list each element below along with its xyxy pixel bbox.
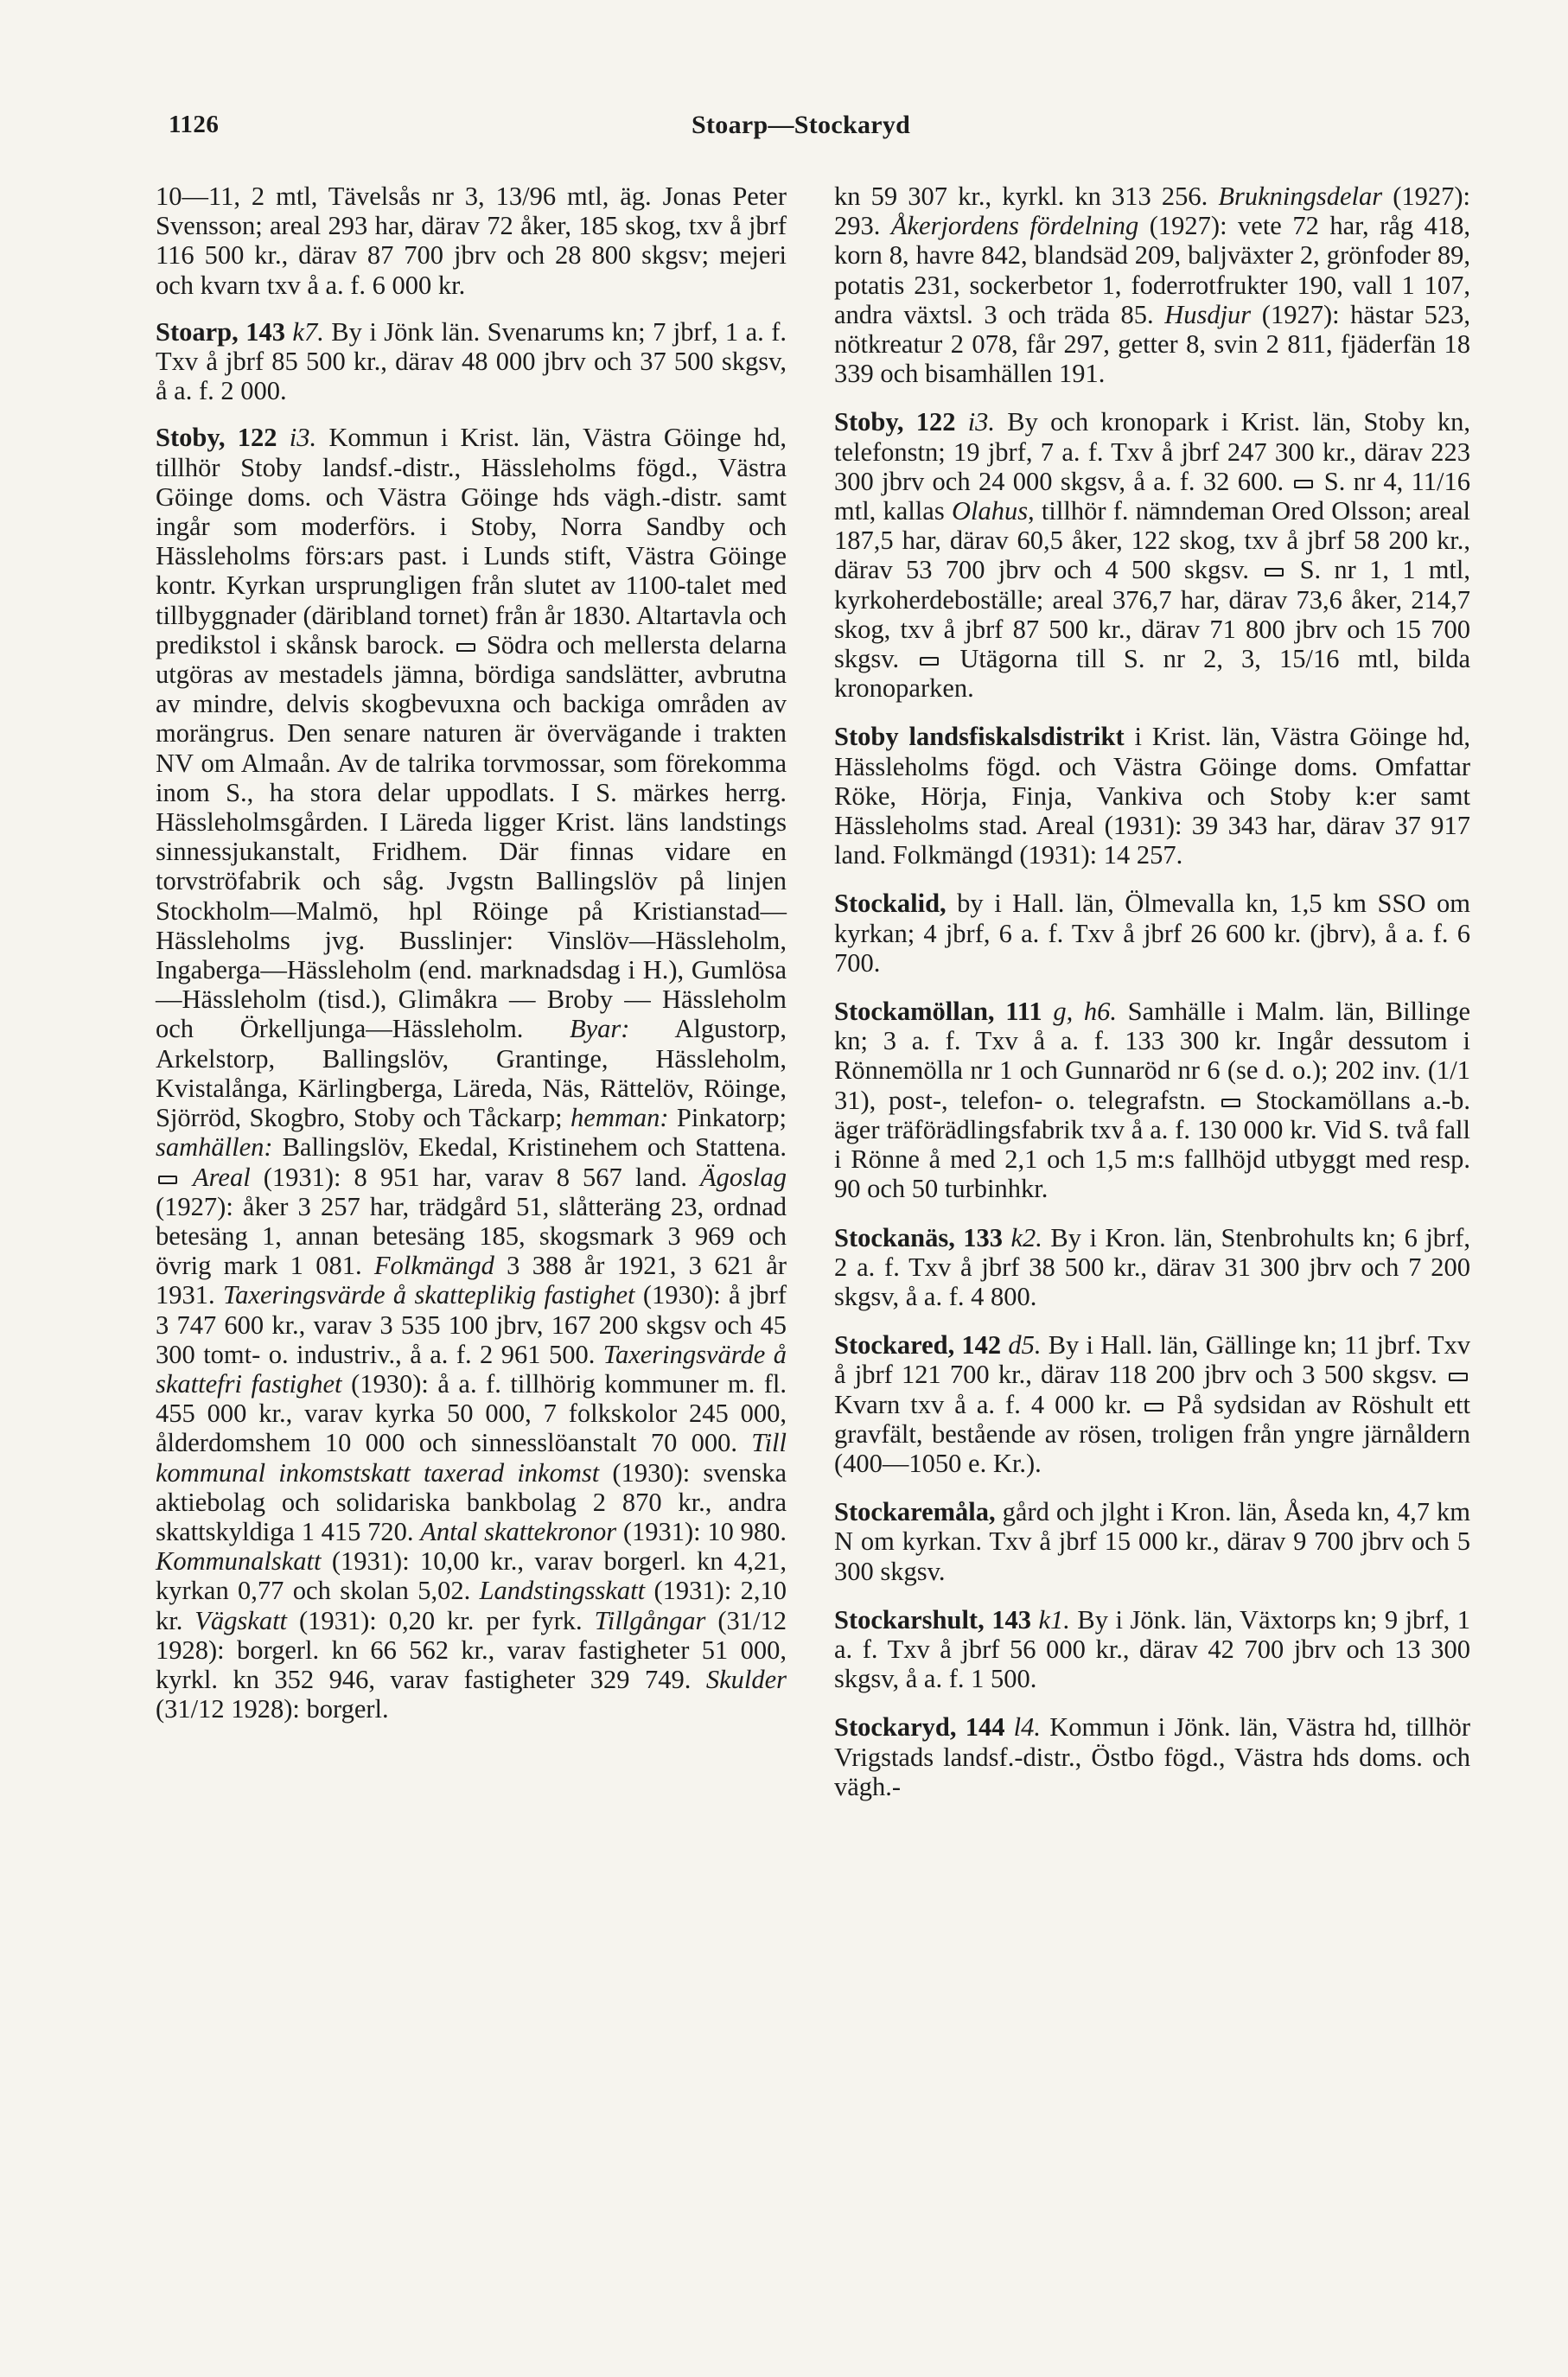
italic-term: Husdjur [1164, 299, 1252, 329]
italic-term: Ägoslag [700, 1162, 787, 1192]
entry-text: (1930): svenska aktiebolag och solidariska bankbolag 2 870 kr., andra skattskyldiga 1 415 720. [156, 1457, 787, 1546]
entry-text: (1930): å jbrf 3 747 600 kr., varav 3 535 100 jbrv, 167 200 skgsv och 45 300 tomt- o. industriv., å a. f. 2 961 500. [156, 1280, 787, 1369]
italic-term: Areal [193, 1162, 251, 1192]
entry-text: På sydsidan av Röshult ett gravfält, bestående av rösen, troligen från yngre järnåldern (400—1050 e. Kr.). [834, 1389, 1470, 1478]
entry-text: (1931): 10,00 kr., varav borgerl. kn 4,21, kyrkan 0,77 och skolan 5,02. [156, 1546, 787, 1606]
italic-term: Antal skattekronor [420, 1516, 617, 1546]
page-number: 1126 [169, 111, 220, 138]
entry-text: (1931): 8 951 har, varav 8 567 land. [250, 1162, 701, 1192]
map-reference: g, h6. [1053, 997, 1117, 1027]
entry-headword: Stoby, 122 [834, 407, 968, 437]
section-separator-icon [456, 643, 475, 652]
dictionary-entry [834, 1497, 1470, 1586]
dictionary-entry [834, 722, 1470, 870]
italic-term: Landstingsskatt [479, 1576, 646, 1606]
entry-text: (31/12 1928): borgerl. kn 66 562 kr., varav fastigheter 51 000, kyrkl. kn 352 946, varav fastigheter 329 749. [156, 1605, 787, 1694]
entry-text: (1927): vete 72 har, råg 418, korn 8, havre 842, blandsäd 209, baljväxter 2, grönfoder 89, potatis 231, sockerbetor 1, foderrotfrukter 190, vall 1 107, andra växtsl. 3 och träda 85. [834, 211, 1470, 329]
entry-headword: Stoby, 122 [156, 423, 290, 453]
entry-text: Kvarn txv å a. f. 4 000 kr. [834, 1389, 1143, 1419]
dictionary-entry [834, 182, 1470, 388]
entry-text: Samhälle i Malm. län, Billinge kn; 3 a. f. Txv å a. f. 133 300 kr. Ingår dessutom i Rönnemölla nr 1 och Gunnaröd nr 6 (se d. o.); 202 inv. (1/1 31), post-, telefon- o. telegrafstn. [834, 997, 1471, 1115]
map-reference: d5. [1008, 1330, 1042, 1361]
entry-text: kn 59 307 kr., kyrkl. kn 313 256. [834, 182, 1219, 211]
entry-text: (31/12 1928): borgerl. [156, 1694, 389, 1724]
entry-text: Södra och mellersta delarna utgöras av mestadels jämna, bördiga sandslätter, avbrutna av mindre, delvis skogbevuxna och backiga områden av morängrus. Den senare naturen är övervägande i trakten NV om Almaån. Av de talrika torvmossar, som förekomma inom S., ha stora delar uppodlats. I S. märkes herrg. Hässleholmsgården. I Läreda ligger Krist. läns landstings sinnessjukanstalt, Fridhem. Där finnas vidare en torvströfabrik och såg. Jvgstn Ballingslöv på linjen Stockholm—Malmö, hpl Röinge på Kristianstad—Hässleholms jvg. Busslinjer: Vinslöv—Hässleholm, Ingaberga—Hässleholm (end. marknadsdag i H.), Gumlösa—Hässleholm (tisd.), Glimåkra — Broby — Hässleholm och Örkelljunga—Hässleholm. [156, 629, 787, 1044]
entry-text: By i Hall. län, Gällinge kn; 11 jbrf. Txv å jbrf 121 700 kr., därav 118 200 jbrv och 3 500 skgsv. [834, 1330, 1471, 1390]
running-head: Stoarp—Stockaryd [692, 111, 911, 139]
entry-text: Kommun i Krist. län, Västra Göinge hd, tillhör Stoby landsf.-distr., Hässleholms fögd., Västra Göinge doms. och Västra Göinge hds vägh.-distr. samt ingår som moderförs. i Stoby, Norra Sandby och Hässleholms förs:ars past. i Lunds stift, Västra Göinge kontr. Kyrkan ursprungligen från slutet av 1100-talet med tillbyggnader (däribland tornet) från år 1830. Altartavla och predikstol i skånsk barock. [156, 423, 787, 660]
italic-term: Brukningsdelar [1218, 182, 1383, 211]
section-separator-icon [1449, 1373, 1468, 1381]
entry-text: By i Jönk län. Svenarums kn; 7 jbrf, 1 a. f. Txv å jbrf 85 500 kr., därav 48 000 jbrv och 37 500 skgsv, å a. f. 2 000. [156, 316, 787, 406]
map-reference: k7. [292, 316, 324, 347]
left-column [156, 182, 787, 1741]
entry-text: Ballingslöv, Ekedal, Kristinehem och Stattena. [272, 1132, 787, 1163]
map-reference: i3. [967, 407, 996, 437]
entry-headword: Stockanäs, 133 [834, 1222, 1011, 1252]
entry-headword: Stockalid, [834, 889, 947, 919]
entry-text: Stockamöllans a.-b. äger träförädlingsfabrik txv å a. f. 130 000 kr. Vid S. två fall i Rönne å med 2,1 och 1,5 m:s fallhöjd utbyggt med resp. 90 och 50 turbinhkr. [834, 1085, 1470, 1204]
entry-text [180, 1163, 193, 1192]
dictionary-entry [156, 317, 787, 406]
map-reference: k2. [1010, 1222, 1042, 1252]
entry-headword: Stockaremåla, [834, 1497, 996, 1527]
entry-text: (1927): 293. [834, 182, 1471, 241]
entry-text: (1931): 10 980. [616, 1516, 787, 1546]
italic-term: Skulder [705, 1664, 787, 1694]
entry-headword: Stoby landsfiskalsdistrikt [834, 722, 1125, 752]
right-column [834, 182, 1470, 1820]
dictionary-entry [834, 1223, 1470, 1312]
section-separator-icon [1265, 568, 1284, 577]
entry-headword: Stoarp, 143 [156, 316, 293, 347]
dictionary-entry [834, 889, 1470, 978]
italic-term: Till kommunal inkomstskatt taxerad inkomst [156, 1428, 787, 1488]
italic-term: Åkerjordens fördelning [890, 211, 1139, 241]
entry-text: by i Hall. län, Ölmevalla kn, 1,5 km SSO om kyrkan; 4 jbrf, 6 a. f. Txv å jbrf 26 600 kr. (jbrv), å a. f. 6 700. [834, 889, 1470, 978]
italic-term: Taxeringsvärde å skattefri fastighet [156, 1339, 787, 1399]
entry-text: Utägorna till S. nr 2, 3, 15/16 mtl, bilda kronoparken. [834, 644, 1470, 704]
italic-term: Olahus, [951, 496, 1035, 526]
entry-text: (1931): 2,10 kr. [156, 1576, 787, 1635]
italic-term: samhällen: [156, 1132, 273, 1163]
map-reference: l4. [1013, 1712, 1042, 1743]
dictionary-entry [834, 1605, 1470, 1694]
entry-headword: Stockamöllan, 111 [834, 997, 1054, 1027]
entry-text: 3 388 år 1921, 3 621 år 1931. [156, 1251, 787, 1310]
dictionary-entry [834, 1330, 1470, 1478]
dictionary-entry [834, 997, 1470, 1203]
entry-text: Pinkatorp; [668, 1103, 787, 1133]
italic-term: Folkmängd [373, 1251, 494, 1281]
section-separator-icon [1144, 1403, 1163, 1412]
entry-text: (1927): hästar 523, nötkreatur 2 078, får 297, getter 8, svin 2 811, fjäderfän 18 339 och bisamhällen 191. [834, 299, 1470, 389]
entry-headword: Stockared, 142 [834, 1330, 1009, 1361]
section-separator-icon [920, 657, 939, 666]
section-separator-icon [1294, 480, 1313, 488]
entry-text: i Krist. län, Västra Göinge hd, Hässleholms fögd. och Västra Göinge doms. Omfattar Röke, Hörja, Finja, Vankiva och Stoby k:er samt Hässleholms stad. Areal (1931): 39 343 har, därav 37 917 land. Folkmängd (1931): 14 257. [834, 722, 1471, 870]
entry-headword: Stockaryd, 144 [834, 1712, 1014, 1743]
entry-text: (1927): åker 3 257 har, trädgård 51, slåtteräng 23, ordnad betesäng 1, annan betesäng 185, skogsmark 3 969 och övrig mark 1 081. [156, 1191, 787, 1281]
italic-term: Vägskatt [194, 1605, 288, 1635]
italic-term: hemman: [570, 1103, 669, 1133]
entry-text: S. nr 1, 1 mtl, kyrkoherdeboställe; areal 376,7 har, därav 73,6 åker, 214,7 skog, txv å jbrf 87 500 kr., därav 71 800 jbrv och 15 700 skgsv. [834, 555, 1470, 674]
entry-text: 10—11, 2 mtl, Tävelsås nr 3, 13/96 mtl, äg. Jonas Peter Svensson; areal 293 har, därav 72 åker, 185 skog, txv å jbrf 116 500 kr., därav 87 700 jbrv och 28 800 skgsv; mejeri och kvarn txv å a. f. 6 000 kr. [156, 182, 787, 300]
entry-text: By i Kron. län, Stenbrohults kn; 6 jbrf, 2 a. f. Txv å jbrf 38 500 kr., därav 31 300 jbrv och 7 200 skgsv, å a. f. 4 800. [834, 1222, 1470, 1311]
italic-term: Byar: [570, 1014, 630, 1044]
dictionary-entry [834, 1712, 1470, 1801]
dictionary-entry [834, 407, 1470, 703]
entry-text: Kommun i Jönk. län, Västra hd, tillhör Vrigstads landsf.-distr., Östbo fögd., Västra hds doms. och vägh.- [834, 1712, 1470, 1801]
dictionary-entry [156, 423, 787, 1724]
italic-term: Taxeringsvärde å skatteplikig fastighet [223, 1280, 635, 1310]
map-reference: k1. [1038, 1604, 1070, 1635]
entry-text: By i Jönk. län, Växtorps kn; 9 jbrf, 1 a. f. Txv å jbrf 56 000 kr., därav 42 700 jbrv och 13 300 skgsv, å a. f. 1 500. [834, 1604, 1470, 1694]
section-separator-icon [1221, 1099, 1240, 1107]
entry-text: (1931): 0,20 kr. per fyrk. [287, 1605, 595, 1635]
entry-text: Algustorp, Arkelstorp, Ballingslöv, Grantinge, Hässleholm, Kvistalånga, Kärlingberga, Läreda, Näs, Rättelöv, Röinge, Sjörröd, Skogbro, Stoby och Tåckarp; [156, 1014, 787, 1133]
map-reference: i3. [289, 423, 317, 453]
dictionary-entry [156, 182, 787, 300]
italic-term: Kommunalskatt [156, 1546, 322, 1577]
entry-text: S. nr 4, 11/16 mtl, kallas [834, 466, 1470, 526]
entry-text: tillhör f. nämndeman Ored Olsson; areal 187,5 har, därav 60,5 åker, 122 skog, txv å jbrf 58 200 kr., därav 53 700 jbrv och 4 500 skgsv. [834, 496, 1470, 585]
entry-headword: Stockarshult, 143 [834, 1604, 1039, 1635]
entry-text: gård och jlght i Kron. län, Åseda kn, 4,7 km N om kyrkan. Txv å jbrf 15 000 kr., därav 9 700 jbrv och 5 300 skgsv. [834, 1497, 1470, 1586]
italic-term: Tillgångar [594, 1605, 706, 1635]
entry-text: By och kronopark i Krist. län, Stoby kn, telefonstn; 19 jbrf, 7 a. f. Txv å jbrf 247 300 kr., därav 223 300 jbrv och 24 000 skgsv, å a. f. 32 600. [834, 407, 1471, 496]
entry-text: (1930): å a. f. tillhörig kommuner m. fl. 455 000 kr., varav kyrka 50 000, 7 folkskolor 245 000, ålderdomshem 10 000 och sinnesslöanstalt 70 000. [156, 1368, 787, 1458]
section-separator-icon [158, 1176, 177, 1184]
